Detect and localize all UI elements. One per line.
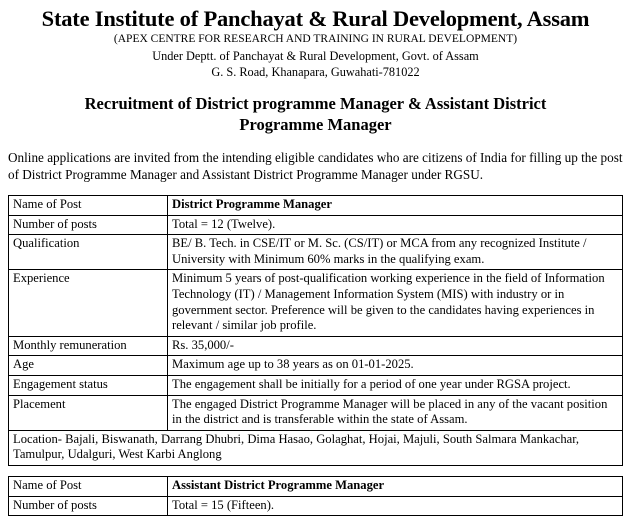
table-row-location [9,430,623,465]
row-value: The engagement shall be initially for a period of one year under RGSA project. [168,376,623,396]
table-row [9,215,623,235]
intro-paragraph: Online applications are invited from the intending eligible candidates who are citizens of India for filling up the post of District Programme Manager and Assistant District Programme Manager under RGSU. [8,149,623,182]
row-value: BE/ B. Tech. in CSE/IT or M. Sc. (CS/IT) or MCA from any recognized Institute / University with Minimum 60% marks in the qualifying exam. [168,235,623,270]
location-list: Location- Bajali, Biswanath, Darrang Dhubri, Dima Hasao, Golaghat, Hojai, Majuli, South Salmara Mankachar, Tamulpur, Udalguri, West Karbi Anglong [9,430,623,465]
row-label: Name of Post [9,477,168,497]
row-value: Rs. 35,000/- [168,336,623,356]
table-row [9,356,623,376]
table-row [9,496,623,516]
assistant-district-programme-manager-table [8,476,623,516]
table-row [9,376,623,396]
table-gap [8,466,623,476]
district-programme-manager-table [8,195,623,466]
recruitment-title: Recruitment of District programme Manager & Assistant District Programme Manager [84,94,547,135]
row-value: Total = 12 (Twelve). [168,215,623,235]
table-row [9,270,623,336]
row-label: Placement [9,395,168,430]
row-label: Qualification [9,235,168,270]
row-label: Number of posts [9,496,168,516]
row-label: Age [9,356,168,376]
row-label: Engagement status [9,376,168,396]
row-value: Assistant District Programme Manager [168,477,623,497]
table-row [9,195,623,215]
organisation-department: Under Deptt. of Panchayat & Rural Development, Govt. of Assam [152,48,479,63]
row-label: Monthly remuneration [9,336,168,356]
row-label: Name of Post [9,195,168,215]
organisation-address: G. S. Road, Khanapara, Guwahati-781022 [211,65,420,80]
table-row [9,336,623,356]
organisation-subtitle-apex: (APEX CENTRE FOR RESEARCH AND TRAINING IN RURAL DEVELOPMENT) [113,32,518,45]
table-row [9,235,623,270]
organisation-title: State Institute of Panchayat & Rural Development, Assam [41,6,590,31]
row-value: District Programme Manager [168,195,623,215]
row-value: Total = 15 (Fifteen). [168,496,623,516]
table-row [9,395,623,430]
row-value: Minimum 5 years of post-qualification working experience in the field of Information Technology (IT) / Management Information System (MIS) with industry or in government sector. Preference will be given to the candidates having experiences in relevant / similar job profile. [168,270,623,336]
row-label: Number of posts [9,215,168,235]
row-label: Experience [9,270,168,336]
row-value: Maximum age up to 38 years as on 01-01-2025. [168,356,623,376]
row-value: The engaged District Programme Manager will be placed in any of the vacant position in the district and is transferable within the state of Assam. [168,395,623,430]
table-row [9,477,623,497]
